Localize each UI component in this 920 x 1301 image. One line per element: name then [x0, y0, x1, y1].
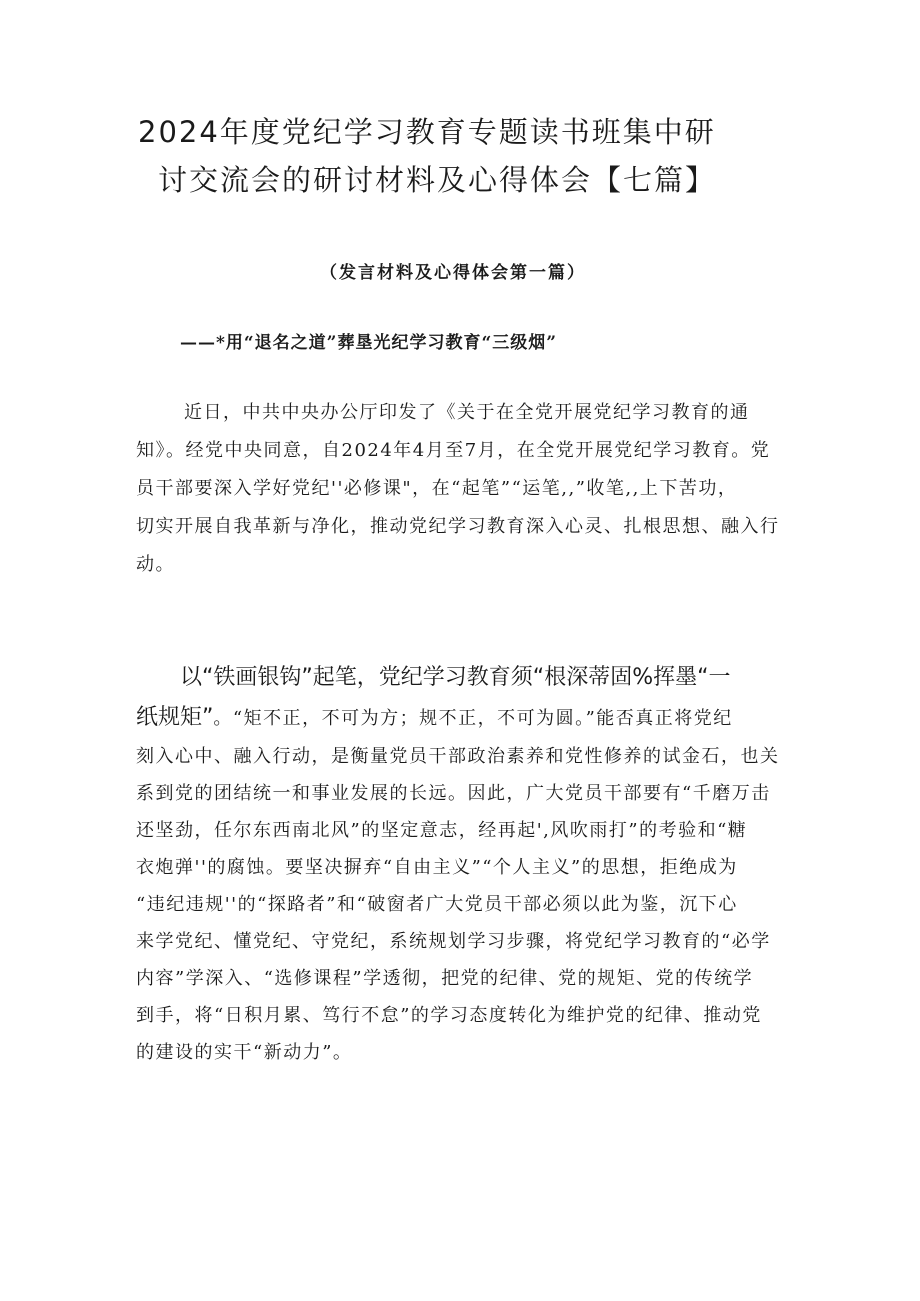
paragraph-2	[136, 658, 796, 1071]
paragraph-2-line: 内容”学深入、“选修课程”学透彻，把党的纪律、党的规矩、党的传统学	[136, 968, 754, 989]
document-title	[138, 108, 798, 204]
title-line-2: 讨交流会的研讨材料及心得体会【七篇】	[158, 163, 717, 197]
paragraph-1	[136, 394, 796, 584]
paragraph-2-line: 刻入心中、融入行动，是衡量党员干部政治素养和党性修养的试金石，也关	[136, 746, 780, 767]
paragraph-2-line: 来学党纪、懂党纪、守党纪，系统规划学习步骤，将党纪学习教育的“必学	[136, 931, 771, 952]
paragraph-2-line: 系到党的团结统一和事业发展的长远。因此，广大党员干部要有“千磨万击	[136, 783, 771, 804]
paragraph-1-line: 知》。经党中央同意，自2024年4月至7月，在全党开展党纪学习教育。党	[136, 440, 771, 461]
paragraph-2-line: 衣炮弹''的腐蚀。要坚决摒弃“自由主义”“个人主义”的思想，拒绝成为	[136, 857, 738, 878]
paragraph-2-line: “违纪违规''的“探路者”和“破窗者广大党员干部必须以此为鉴，沉下心	[136, 894, 738, 915]
paragraph-2-line-rest: 。“矩不正，不可为方；规不正，不可为圆。”能否真正将党纪	[213, 708, 733, 729]
title-line-1: 2024年度党纪学习教育专题读书班集中研	[138, 115, 716, 149]
paragraph-1-line: 动。	[136, 554, 175, 575]
paragraph-2-line: 还坚劲，任尔东西南北风”的坚定意志，经再起',风吹雨打”的考验和“糖	[136, 820, 748, 841]
paragraph-2-line: 的建设的实干“新动力”。	[136, 1042, 353, 1063]
paragraph-2-line: 到手，将“日积月累、笃行不怠”的学习态度转化为维护党的纪律、推动党	[136, 1005, 762, 1026]
paragraph-1-line: 切实开展自我革新与净化，推动党纪学习教育深入心灵、扎根思想、融入行	[136, 516, 780, 537]
section-headline: ——*用“退名之道”葬垦光纪学习教育“三级烟”	[180, 333, 558, 353]
paragraph-1-line: 员干部要深入学好党纪''必修课"，在“起笔”“运笔,,”收笔,,上下苦功，	[136, 478, 738, 499]
section-subtitle: （发言材料及心得体会第一篇）	[320, 263, 586, 283]
paragraph-2-lead: 以“铁画银钩”起笔，党纪学习教育须“根深蒂固%挥墨“一	[180, 665, 731, 690]
paragraph-1-line: 近日，中共中央办公厅印发了《关于在全党开展党纪学习教育的通	[184, 402, 750, 423]
paragraph-2-line	[136, 698, 796, 738]
paragraph-2-lead-end: 纸规矩”	[136, 705, 214, 730]
